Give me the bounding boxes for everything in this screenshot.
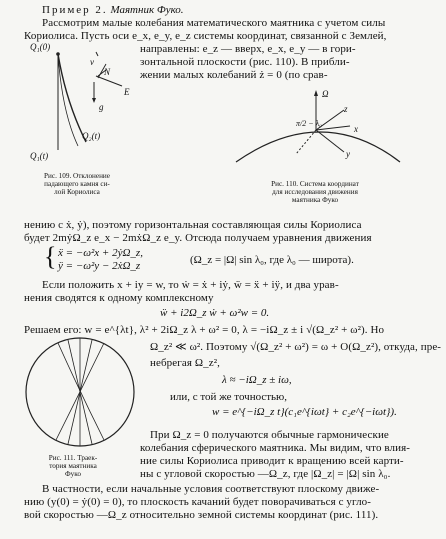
fig110-caption-line: маятника Фуко <box>291 196 339 204</box>
fig109-label-n: N <box>104 67 111 77</box>
fig109-label-g: g <box>99 102 104 112</box>
body-line: Если положить x + iy = w, то ẇ = ẋ + iẏ, ẅ = ẍ + iÿ, и два урав- <box>42 279 339 291</box>
fig110-label-z: z <box>344 104 348 114</box>
fig111-caption-line: Фуко <box>65 470 81 478</box>
fig110-label-y: y <box>346 149 350 159</box>
fig109-label-q2: Q₂(t) <box>82 131 101 141</box>
intro-line: зонтальной плоскости (рис. 110). В прибли- <box>140 56 350 68</box>
system-note: (Ω_z = |Ω| sin λ₀, где λ₀ — широта). <box>190 254 354 266</box>
lambda-approximation: λ ≈ −iΩ_z ± iω, <box>222 374 292 386</box>
example-title: Маятник Фуко. <box>110 4 184 16</box>
w-solution: w = e^{−iΩ_z t}(c₁e^{iωt} + c₂e^{−iωt}). <box>212 406 397 418</box>
fig110-label-angle: π/2 − λ₀ <box>296 119 322 128</box>
fig110-caption-line: для исследования движения <box>272 188 358 196</box>
final-line: ние силы Кориолиса приводит к вращению всей карти- <box>140 455 404 467</box>
final-line: ны с угловой скоростью —Ω_z, где |Ω_z| = |Ω| sin λ₀. <box>140 468 391 480</box>
fig110-caption-line: Рис. 110. Система координат <box>271 180 359 188</box>
body-line: нению с ẋ, ẏ), поэтому горизонтальная составляющая силы Кориолиса <box>24 219 362 231</box>
final-line: вой скоростью —Ω_z относительно земной системы координат (рис. 111). <box>24 509 379 521</box>
fig111-caption-line: Рис. 111. Траек- <box>48 454 98 462</box>
system-equation-2: ÿ = −ω²y − 2ẋΩ_z <box>58 260 141 272</box>
fig109-label-q1-0: Q₁(0) <box>30 42 51 52</box>
fig109-caption-line: падающего камня си- <box>44 180 110 188</box>
final-line: колебания сферического маятника. Мы видим, что влия- <box>140 442 411 454</box>
fig109-caption-line: Рис. 109. Отклонение <box>44 172 110 180</box>
solution-line: Решаем его: w = e^{λt}, λ² + 2iΩ_z λ + ω² = 0, λ = −iΩ_z ± i √(Ω_z² + ω²). Но <box>24 324 385 336</box>
example-heading <box>42 4 184 16</box>
body-line: или, с той же точностью, <box>170 391 288 403</box>
fig111-caption-line: тория маятника <box>49 462 97 470</box>
fig110-label-x: x <box>354 124 358 134</box>
fig110-label-omega: Ω <box>322 89 329 99</box>
complex-equation: ẅ + i2Ω_z ẇ + ω²w = 0. <box>160 307 270 319</box>
final-line: В частности, если начальные условия соответствуют плоскому движе- <box>42 483 380 495</box>
system-brace: { <box>44 242 57 271</box>
system-equation-1: ẍ = −ω²x + 2ẏΩ_z, <box>58 247 143 259</box>
final-line: При Ω_z = 0 получаются обычные гармонические <box>150 429 389 441</box>
intro-line: Кориолиса. Пусть оси e_x, e_y, e_z системы координат, связанной с Землей, <box>24 30 387 42</box>
figure-109 <box>26 42 146 162</box>
body-line: будет 2mẏΩ_z e_x − 2mẋΩ_z e_y. Отсюда получаем уравнения движения <box>24 232 372 244</box>
fig109-label-e: E <box>124 87 130 97</box>
figure-111 <box>20 334 140 454</box>
final-line: нию (y(0) = ẏ(0) = 0), то плоскость качаний будет поворачиваться с угло- <box>24 496 372 508</box>
solution-line: Ω_z² ≪ ω². Поэтому √(Ω_z² + ω²) = ω + O(Ω_z²), откуда, пре- <box>150 341 442 353</box>
fig109-label-v: v <box>90 57 94 67</box>
body-line: нения сводятся к одному комплексному <box>24 292 214 304</box>
intro-line: направлены: e_z — вверх, e_x, e_y — в гори- <box>140 43 356 55</box>
solution-line: небрегая Ω_z², <box>150 357 220 369</box>
example-label: Пример 2. <box>42 4 108 16</box>
intro-line: Рассмотрим малые колебания математического маятника с учетом силы <box>42 17 386 29</box>
fig109-label-q1-t: Q₁(t) <box>30 151 49 161</box>
fig109-caption-line: лой Кориолиса <box>54 188 100 196</box>
intro-line: жении малых колебаний ż = 0 (по срав- <box>140 69 328 81</box>
